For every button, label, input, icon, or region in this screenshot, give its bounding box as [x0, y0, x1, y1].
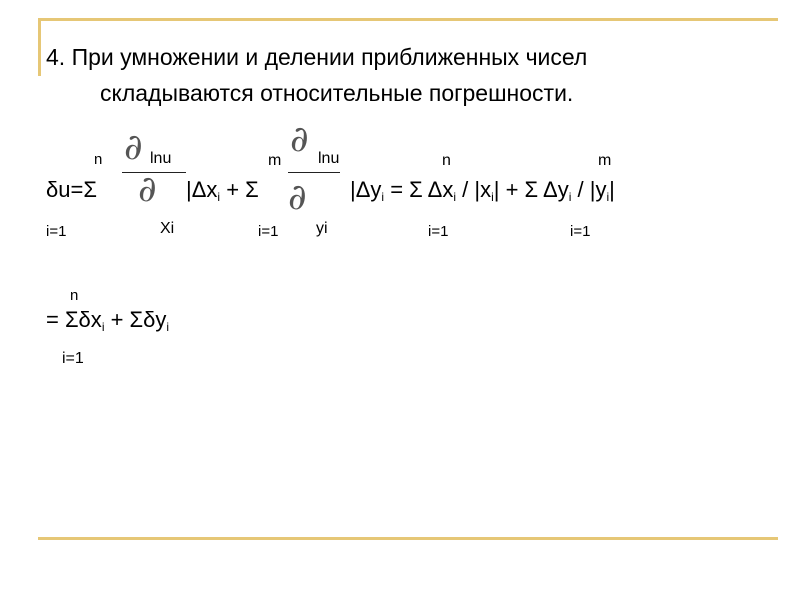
bottom-border-line [38, 537, 778, 540]
formula2-lower-limit: i=1 [62, 350, 84, 367]
frac1-denominator: Xi [160, 220, 175, 237]
partial-derivative-icon: ∂ [138, 169, 157, 210]
frac1-numerator: lnu [150, 150, 172, 167]
sum1-upper-limit: n [94, 151, 103, 168]
sum3-lower-limit: i=1 [428, 223, 449, 240]
frac2-numerator: lnu [318, 150, 340, 167]
partial-derivative-icon: ∂ [288, 177, 307, 218]
top-border-line [38, 18, 778, 21]
sum2-lower-limit: i=1 [258, 223, 279, 240]
partial-derivative-icon: ∂ [290, 119, 309, 160]
formula1-term1: $|\Delta x_i + \Sigma$ [186, 177, 259, 204]
sum1-lower-limit: i=1 [46, 223, 67, 240]
sum4-upper-limit: m [598, 152, 612, 169]
left-border-line [38, 18, 41, 76]
formula2-upper-limit: n [70, 287, 79, 304]
slide-title-line-2: складываются относительные погрешности. [100, 80, 574, 106]
sum4-lower-limit: i=1 [570, 223, 591, 240]
slide-title-line-1: 4. При умножении и делении приближенных чисел [46, 44, 588, 70]
frac2-bar [288, 172, 340, 173]
partial-derivative-icon: ∂ [124, 127, 143, 168]
frac2-denominator: yi [316, 220, 328, 237]
sum3-upper-limit: n [442, 152, 451, 169]
formula1-lhs: δu=Σ [46, 177, 97, 202]
sum2-upper-limit: m [268, 152, 282, 169]
formula2-expression: = Σδx$_i$ + Σδy$_i$ [46, 307, 170, 334]
formula1-term2: $|\Delta y_i = \Sigma$ $\Delta x_i / |x_i| + \Sigma$ $\Delta y_i / |y_i|$ [350, 177, 615, 204]
